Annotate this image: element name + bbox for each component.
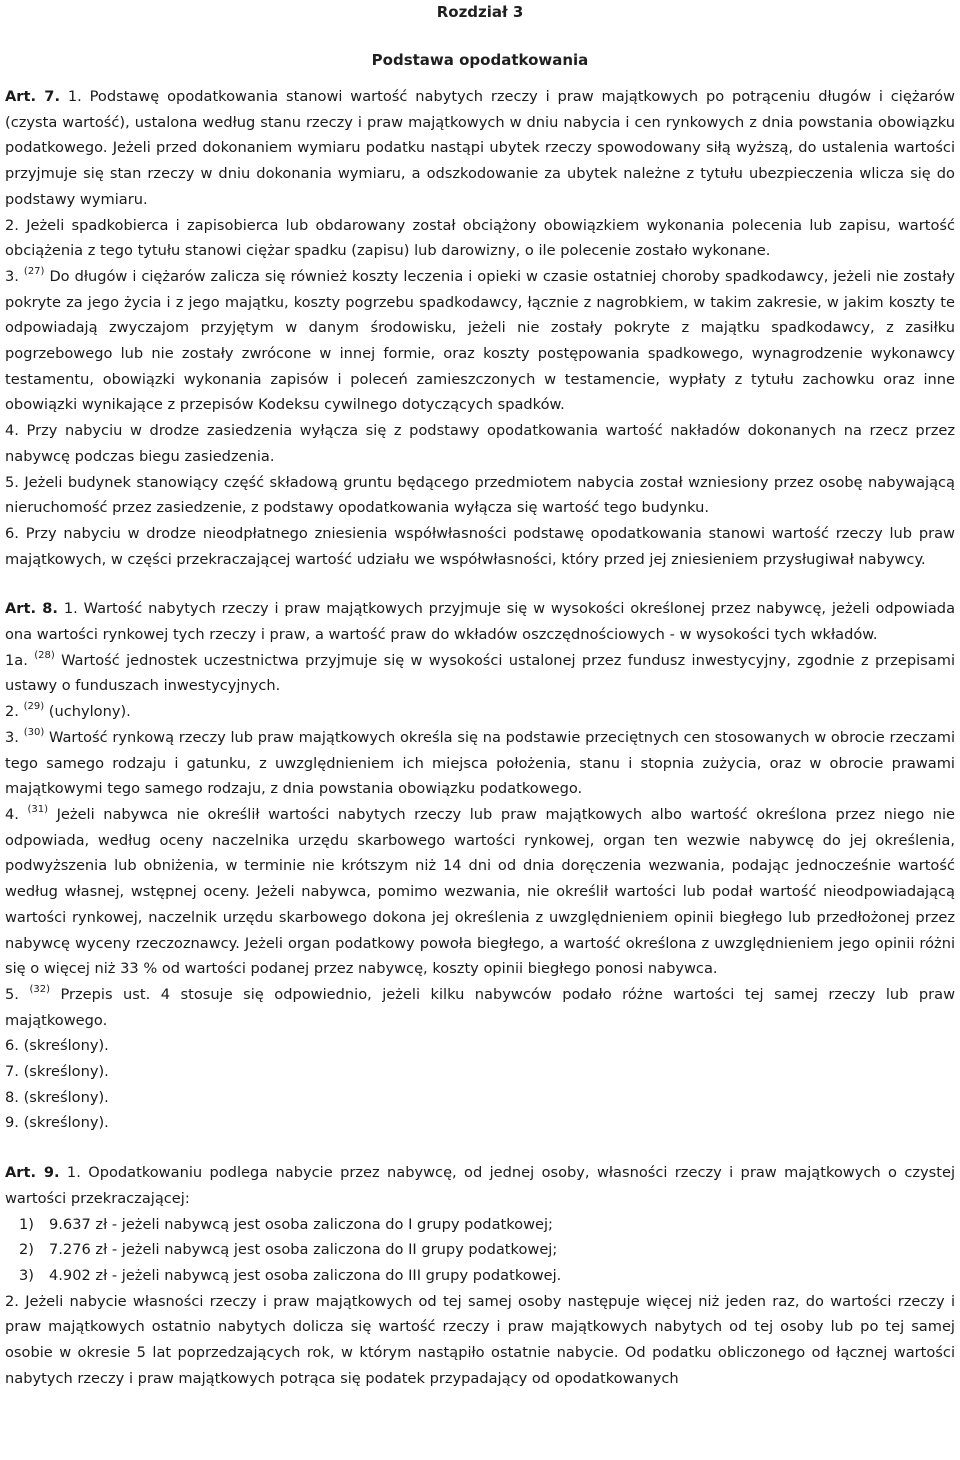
art7-paragraph-4 [5,418,955,469]
paragraph-text: (skreślony). [23,1114,109,1132]
list-item [5,1212,955,1238]
article-8 [5,596,955,1136]
art7-paragraph-5 [5,470,955,521]
art9-paragraph-1 [5,1160,955,1211]
art8-paragraph-8 [5,1085,955,1111]
paragraph-text: (skreślony). [23,1088,109,1106]
list-item-number: 1) [19,1215,34,1233]
paragraph-number: 9. [5,1114,19,1132]
paragraph-number: 2. [5,216,19,234]
paragraph-number: 1. [66,1164,81,1182]
art7-label: Art. 7. [5,88,60,105]
paragraph-text: Jeżeli nabycie własności rzeczy i praw majątkowych od tej samej osoby następuje więcej niż jeden raz, do wartości rzeczy i praw majątkowych ostatnio nabytych dolicza się wartość rzeczy i praw majątkowych nabytych od tej osoby lub po tej samej osobie w okresie 5 lat poprzedzających rok, w którym nastąpiło ostatnie nabycie. Od podatku obliczonego od łącznej wartości nabytych rzeczy i praw majątkowych potrąca się podatek przypadający od opodatkowanych [5,1292,956,1387]
list-item-text: 7.276 zł - jeżeli nabywcą jest osoba zaliczona do II grupy podatkowej; [49,1241,558,1259]
footnote-ref: (28) [34,649,55,661]
paragraph-number: 7. [5,1063,19,1081]
paragraph-number: 3. [5,267,19,285]
paragraph-number: 6. [5,1037,19,1055]
paragraph-number: 6. [5,524,19,542]
art8-paragraph-7 [5,1059,955,1085]
paragraph-number: 2. [5,1292,19,1310]
art8-paragraph-9 [5,1110,955,1136]
paragraph-text: Jeżeli spadkobierca i zapisobierca lub obdarowany został obciążony obowiązkiem wykonania polecenia lub zapisu, wartość obciążenia z tego tytułu stanowi ciężar spadku (zapisu) lub darowizny, o ile polecenie zostało wykonane. [5,216,956,260]
paragraph-text: Przy nabyciu w drodze nieodpłatnego zniesienia współwłasności podstawę opodatkowania stanowi wartość rzeczy lub praw majątkowych, w części przekraczającej wartość udziału we współwłasności, który przed jej zniesieniem przysługiwał nabywcy. [5,524,955,568]
paragraph-number: 5. [5,473,19,491]
paragraph-text: Wartość rynkową rzeczy lub praw majątkowych określa się na podstawie przeciętnych cen stosowanych w obrocie rzeczami tego samego rodzaju i gatunku, z uwzględnieniem ich miejsca położenia, stanu i stopnia zużycia, oraz w obrocie prawami majątkowymi tego samego rodzaju, z dnia powstania obowiązku podatkowego. [5,728,956,798]
paragraph-number: 2. [5,703,19,721]
paragraph-text: Przepis ust. 4 stosuje się odpowiednio, jeżeli kilku nabywców podało różne wartości tej samej rzeczy lub praw majątkowego. [5,985,956,1029]
art8-paragraph-1a [5,648,955,699]
art8-paragraph-3 [5,725,955,802]
list-item-number: 2) [19,1241,34,1259]
art7-paragraph-6 [5,521,955,572]
footnote-ref: (32) [29,984,50,996]
list-item-text: 4.902 zł - jeżeli nabywcą jest osoba zaliczona do III grupy podatkowej. [49,1266,562,1284]
footnote-ref: (29) [23,701,45,713]
paragraph-text: Do długów i ciężarów zalicza się również koszty leczenia i opieki w czasie ostatniej choroby spadkodawcy, jeżeli nie zostały pokryte za jego życia i z jego majątku, koszty pogrzebu spadkodawcy, łącznie z nagrobkiem, w takim zakresie, w jakim koszty te odpowiadają zwyczajom przyjętym w danym środowisku, jeżeli nie zostały pokryte z majątku spadkodawcy, z zasiłku pogrzebowego lub nie zostały zwrócone w innej formie, oraz koszty postępowania spadkowego, wynagrodzenie wykonawcy testamentu, obowiązki wykonania zapisów i poleceń zamieszczonych w testamencie, wypłaty z tytułu zachowku oraz inne obowiązki wynikające z przepisów Kodeksu cywilnego dotyczących spadków. [5,267,956,414]
threshold-list [5,1212,955,1289]
paragraph-text: (skreślony). [23,1037,109,1055]
paragraph-text: Opodatkowaniu podlega nabycie przez nabywcę, od jednej osoby, własności rzeczy i praw majątkowych o czystej wartości przekraczającej: [5,1164,956,1207]
chapter-heading: Rozdział 3 [436,3,524,21]
paragraph-text: Wartość jednostek uczestnictwa przyjmuje się w wysokości ustalonej przez fundusz inwestycyjny, zgodnie z przepisami ustawy o funduszach inwestycyjnych. [5,651,955,695]
art7-paragraph-2 [5,213,955,264]
list-item-text: 9.637 zł - jeżeli nabywcą jest osoba zaliczona do I grupy podatkowej; [49,1215,553,1233]
art9-label: Art. 9. [5,1164,60,1182]
art9-paragraph-2 [5,1289,955,1392]
paragraph-number: 5. [5,985,19,1003]
art8-paragraph-4 [5,802,955,982]
chapter-title: Podstawa opodatkowania [371,51,589,69]
art8-paragraph-6 [5,1033,955,1059]
paragraph-text: Podstawę opodatkowania stanowi wartość nabytych rzeczy i praw majątkowych po potrąceniu długów i ciężarów (czysta wartość), ustalona według stanu rzeczy i praw majątkowych w dniu nabycia i cen rynkowych z dnia powstania obowiązku podatkowego. Jeżeli przed dokonaniem wymiaru podatku nastąpi ubytek rzeczy spowodowany siłą wyższą, do ustalenia wartości przyjmuje się stan rzeczy w dniu dokonania wymiaru, a odszkodowanie za ubytek należne z tytułu ubezpieczenia wlicza się do podstawy wymiaru. [5,88,955,208]
paragraph-number: 8. [5,1088,19,1106]
paragraph-text: Przy nabyciu w drodze zasiedzenia wyłącza się z podstawy opodatkowania wartość nakładów dokonanych na rzecz przez nabywcę podczas biegu zasiedzenia. [5,422,955,465]
paragraph-number: 1. [67,88,82,105]
paragraph-text: Jeżeli budynek stanowiący część składową gruntu będącego przedmiotem nabycia został wzniesiony przez osobę nabywającą nieruchomość przez zasiedzenie, z podstawy opodatkowania wyłącza się wartość tego budynku. [5,473,955,517]
article-7 [5,84,955,572]
paragraph-number: 4. [5,805,19,823]
footnote-ref: (30) [23,727,45,739]
art8-label: Art. 8. [5,600,58,618]
footnote-ref: (31) [27,804,49,816]
list-item [5,1237,955,1263]
paragraph-text: Jeżeli nabywca nie określił wartości nabytych rzeczy lub praw majątkowych albo wartość określona przez niego nie odpowiada, według oceny naczelnika urzędu skarbowego wartości rynkowej, organ ten wezwie nabywcę do jej określenia, podwyższenia lub obniżenia, w terminie nie krótszym niż 14 dni od dnia doręczenia wezwania, podając jednocześnie wartość według własnej, wstępnej oceny. Jeżeli nabywca, pomimo wezwania, nie określił wartości lub podał wartość nieodpowiadającą wartości rynkowej, naczelnik urzędu skarbowego dokona jej określenia z uwzględnieniem opinii biegłego lub przedłożonej przez nabywcę wyceny rzeczoznawcy. Jeżeli organ podatkowy powoła biegłego, a wartość określona z uwzględnieniem jego opinii różni się o więcej niż 33 % od wartości podanej przez nabywcę, koszty opinii biegłego ponosi nabywca. [5,805,956,978]
art7-paragraph-3 [5,264,955,418]
paragraph-number: 3. [5,728,19,746]
paragraph-text: (uchylony). [48,703,131,721]
paragraph-number: 1a. [5,651,28,669]
paragraph-number: 1. [63,600,78,618]
art8-paragraph-5 [5,982,955,1033]
article-9 [5,1160,955,1391]
paragraph-text: (skreślony). [23,1063,109,1081]
art8-paragraph-1 [5,596,955,647]
list-item [5,1263,955,1289]
art8-paragraph-2 [5,699,955,725]
footnote-ref: (27) [23,266,45,278]
paragraph-text: Wartość nabytych rzeczy i praw majątkowych przyjmuje się w wysokości określonej przez nabywcę, jeżeli odpowiada ona wartości rynkowej tych rzeczy i praw, a wartość praw do wkładów oszczędnościowych - w wysokości tych wkładów. [5,600,956,644]
list-item-number: 3) [19,1266,34,1284]
art7-paragraph-1 [5,84,955,213]
paragraph-number: 4. [5,422,19,440]
